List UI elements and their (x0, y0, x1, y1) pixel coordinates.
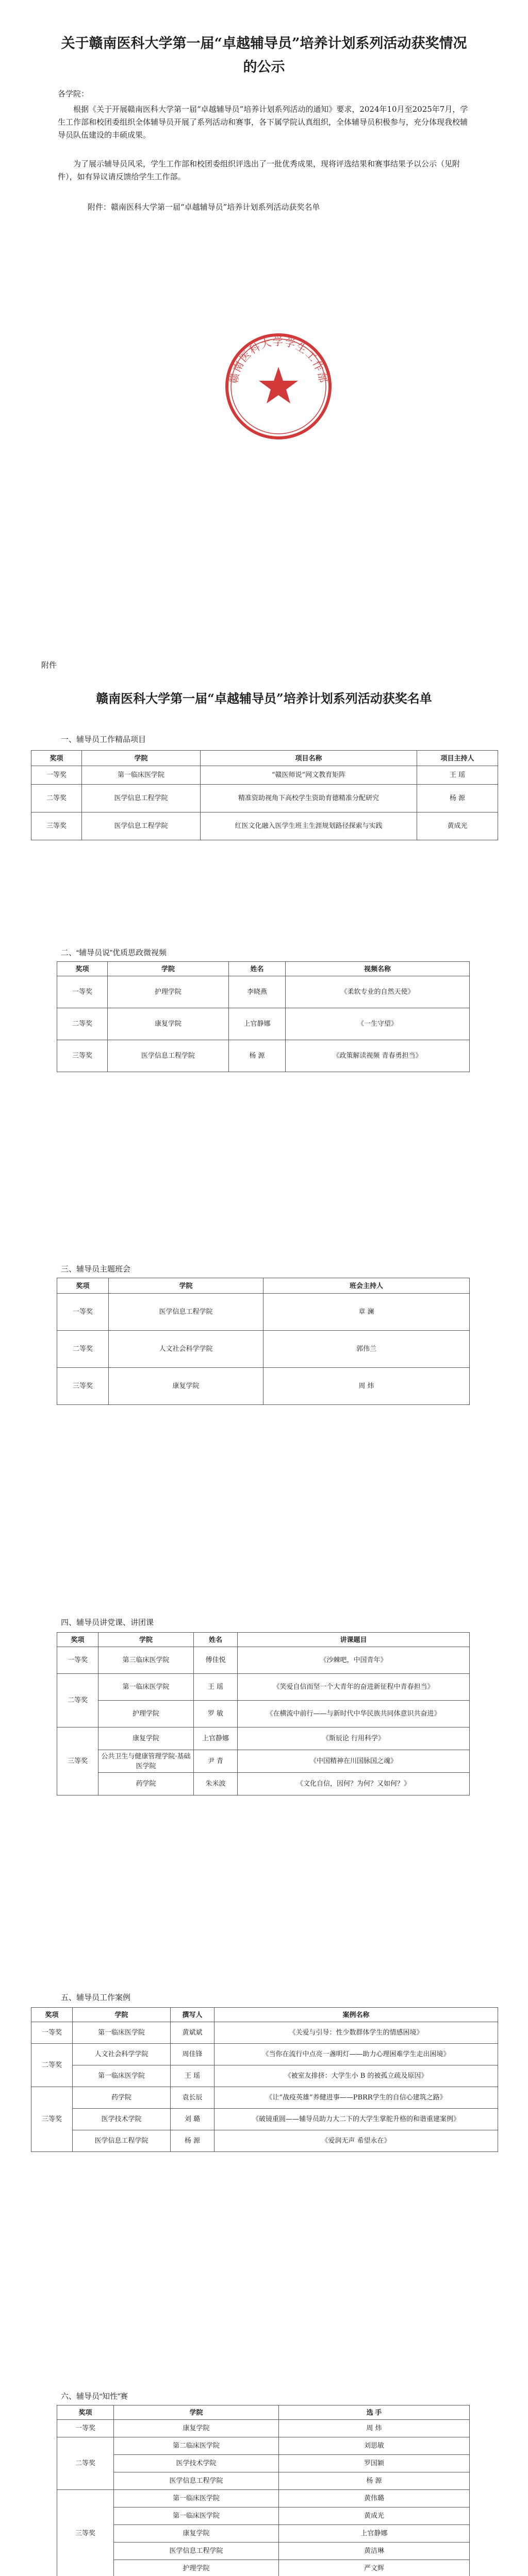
name-cell: 王 瑶 (171, 2065, 214, 2087)
table-header: 学院 (82, 751, 201, 766)
table-header: 项目名称 (201, 751, 417, 766)
table-header: 奖项 (57, 962, 108, 976)
college-cell: 医学信息工程学院 (109, 1294, 263, 1331)
table-header: 学院 (114, 2405, 279, 2420)
table-row (57, 1701, 470, 1727)
notice-paragraph-2: 为了展示辅导员风采，学生工作部和校团委组织评选出了一批优秀成果，现将评选结果和赛事结果予以公示（见附件），如有异议请反馈给学生工作部。 (58, 159, 460, 181)
table-header: 奖项 (57, 1633, 98, 1647)
name-cell: 傅佳悦 (194, 1647, 238, 1674)
table-video (57, 961, 470, 1072)
name-cell: 杨 源 (229, 1040, 286, 1072)
college-cell: 医学信息工程学院 (114, 2543, 279, 2560)
name-cell: 严文辉 (279, 2560, 470, 2576)
college-cell: 第二临床医学院 (114, 2437, 279, 2455)
table-row (57, 1294, 470, 1331)
host-cell: 郭伟兰 (263, 1331, 470, 1368)
name-cell: 杨 源 (279, 2472, 470, 2490)
table-class-meeting (57, 1278, 470, 1405)
table-header: 奖项 (57, 1278, 109, 1294)
award-cell: 二等奖 (57, 2437, 114, 2490)
college-cell: 医学技术学院 (73, 2109, 171, 2130)
table-header: 班会主持人 (263, 1278, 470, 1294)
svg-text:赣南医科大学学生工作部: 赣南医科大学学生工作部 (227, 335, 330, 385)
title-cell: 《沙棘吧，中国青年》 (238, 1647, 470, 1674)
award-cell: 三等奖 (31, 812, 82, 840)
college-cell: 第一临床医学院 (114, 2507, 279, 2525)
college-cell: 医学技术学院 (114, 2455, 279, 2472)
table-row (31, 2109, 498, 2130)
title-cell: 《政策解读视频 青春勇担当》 (286, 1040, 470, 1072)
notice-page (0, 0, 528, 608)
table-row (57, 1040, 470, 1072)
award-cell: 二等奖 (31, 2044, 73, 2087)
name-cell: 周佳锋 (171, 2044, 214, 2065)
table-row (57, 1331, 470, 1368)
host-cell: 章 澜 (263, 1294, 470, 1331)
award-cell: 三等奖 (57, 1368, 109, 1405)
name-cell: 杨 源 (171, 2130, 214, 2152)
college-cell: 康复学院 (109, 1368, 263, 1405)
college-cell: 护理学院 (108, 976, 229, 1008)
name-cell: 朱米波 (194, 1773, 238, 1795)
college-cell: 医学信息工程学院 (73, 2130, 171, 2152)
title-cell: 《笑爱自信而坚一个大青年的奋进新征程中青春担当》 (238, 1674, 470, 1701)
host-cell: 王 瑶 (417, 766, 498, 785)
table-header: 撰写人 (171, 2008, 214, 2022)
table-row (57, 2420, 470, 2437)
table-row (31, 785, 498, 812)
award-cell: 一等奖 (57, 1647, 98, 1674)
annex-title: 赣南医科大学第一届“卓越辅导员”培养计划系列活动获奖名单 (96, 691, 432, 706)
college-cell: 康复学院 (98, 1727, 194, 1750)
college-cell: 第一临床医学院 (114, 2490, 279, 2507)
name-cell: 上官静娜 (194, 1727, 238, 1750)
college-cell: 第三临床医学院 (98, 1647, 194, 1674)
college-cell: 康复学院 (114, 2420, 279, 2437)
title-cell: 《关爱与引导：性少数群体学生的情感困境》 (214, 2022, 498, 2044)
table-row (57, 1674, 470, 1701)
table-header: 讲课题目 (238, 1633, 470, 1647)
title-cell: 《柔软专业的自然天使》 (286, 976, 470, 1008)
table-row (31, 766, 498, 785)
section-title-4: 四、辅导员讲党课、讲团课 (61, 1618, 154, 1627)
award-cell: 三等奖 (57, 1040, 108, 1072)
college-cell: 人文社会科学学院 (109, 1331, 263, 1368)
table-header: 案例名称 (214, 2008, 498, 2022)
name-cell: 李晓燕 (229, 976, 286, 1008)
name-cell: 黄伟璐 (279, 2490, 470, 2507)
table-header: 姓名 (229, 962, 286, 976)
project-cell: “赣医师说”网文教育矩阵 (201, 766, 417, 785)
table-row (31, 2022, 498, 2044)
name-cell: 罗国颖 (279, 2455, 470, 2472)
notice-title: 关于赣南医科大学第一届“卓越辅导员”培养计划系列活动获奖情况的公示 (61, 36, 467, 75)
table-header: 视频名称 (286, 962, 470, 976)
award-cell: 三等奖 (31, 2087, 73, 2152)
college-cell: 医学信息工程学院 (108, 1040, 229, 1072)
table-row (31, 2130, 498, 2152)
official-seal-icon (222, 330, 335, 443)
table-row (31, 2044, 498, 2065)
award-cell: 一等奖 (57, 2420, 114, 2437)
award-cell: 二等奖 (57, 1674, 98, 1727)
annex-label: 附件 (41, 661, 57, 670)
college-cell: 医学信息工程学院 (114, 2472, 279, 2490)
section-title-1: 一、辅导员工作精品项目 (61, 735, 146, 744)
name-cell: 王 瑶 (194, 1674, 238, 1701)
table-header: 奖项 (31, 751, 82, 766)
name-cell: 黄斌斌 (171, 2022, 214, 2044)
table-header: 姓名 (194, 1633, 238, 1647)
host-cell: 杨 源 (417, 785, 498, 812)
table-row (57, 2455, 470, 2472)
name-cell: 黄成光 (279, 2507, 470, 2525)
award-cell: 二等奖 (31, 785, 82, 812)
project-cell: 精准资助视角下高校学生资助育德精准分配研究 (201, 785, 417, 812)
college-cell: 公共卫生与健康管理学院·基础医学院 (98, 1750, 194, 1773)
college-cell: 第一临床医学院 (73, 2065, 171, 2087)
table-project (31, 750, 498, 840)
name-cell: 尹 青 (194, 1750, 238, 1773)
college-cell: 第一临床医学院 (82, 766, 201, 785)
table-header: 项目主持人 (417, 751, 498, 766)
host-cell: 周 炜 (263, 1368, 470, 1405)
table-header: 学院 (109, 1278, 263, 1294)
table-row (57, 2507, 470, 2525)
college-cell: 护理学院 (98, 1701, 194, 1727)
title-cell: 《斯辰论 行用科学》 (238, 1727, 470, 1750)
college-cell: 康复学院 (108, 1008, 229, 1040)
college-cell: 第一临床医学院 (98, 1674, 194, 1701)
table-row (57, 1368, 470, 1405)
table-row (31, 2087, 498, 2109)
award-cell: 一等奖 (31, 766, 82, 785)
section-title-5: 五、辅导员工作案例 (61, 1993, 131, 2002)
college-cell: 药学院 (73, 2087, 171, 2109)
title-cell: 《中国精神在川国脉国之魂》 (238, 1750, 470, 1773)
title-cell: 《爱润无声 希望永在》 (214, 2130, 498, 2152)
table-row (57, 2525, 470, 2543)
college-cell: 医学信息工程学院 (82, 812, 201, 840)
table-row (31, 2065, 498, 2087)
name-cell: 刘思敏 (279, 2437, 470, 2455)
title-cell: 《一生守望》 (286, 1008, 470, 1040)
host-cell: 黄成光 (417, 812, 498, 840)
award-cell: 三等奖 (57, 2490, 114, 2576)
table-header: 学院 (73, 2008, 171, 2022)
college-cell: 第一临床医学院 (73, 2022, 171, 2044)
title-cell: 《破镜重圆——辅导员助力大二下的大学生掌舵升格的和谐重建案例》 (214, 2109, 498, 2130)
name-cell: 袁长辰 (171, 2087, 214, 2109)
table-row (57, 976, 470, 1008)
award-cell: 二等奖 (57, 1331, 109, 1368)
table-header: 奖项 (31, 2008, 73, 2022)
table-header: 奖项 (57, 2405, 114, 2420)
college-cell: 药学院 (98, 1773, 194, 1795)
table-row (57, 1750, 470, 1773)
table-row (57, 1773, 470, 1795)
college-cell: 人文社会科学学院 (73, 2044, 171, 2065)
notice-paragraph-1: 根据《关于开展赣南医科大学第一届“卓越辅导员”培养计划系列活动的通知》要求，2024年10月至2025年7月，学生工作部和校团委组织全体辅导员开展了系列活动和赛事，各下属学院认真组织，全体辅导员积极参与，充分体现我校辅导员队伍建设的丰硕成果。 (58, 105, 468, 140)
award-cell: 一等奖 (31, 2022, 73, 2044)
college-cell: 护理学院 (114, 2560, 279, 2576)
college-cell: 医学信息工程学院 (82, 785, 201, 812)
title-cell: 《让“战疫英雄”养健进事——PBRR学生的自信心建筑之路》 (214, 2087, 498, 2109)
table-work-case (31, 2007, 498, 2152)
table-header: 学院 (108, 962, 229, 976)
attachment-note: 附件：赣南医科大学第一届“卓越辅导员”培养计划系列活动获奖名单 (88, 202, 320, 212)
award-cell: 三等奖 (57, 1727, 98, 1795)
table-row (57, 1647, 470, 1674)
table-row (57, 1727, 470, 1750)
name-cell: 罗 敏 (194, 1701, 238, 1727)
title-cell: 《被室友排挤：大学生小 B 的被孤立疏及原因》 (214, 2065, 498, 2087)
table-knowledge-contest (57, 2405, 470, 2576)
name-cell: 黄洁琳 (279, 2543, 470, 2560)
table-row (57, 2490, 470, 2507)
name-cell: 周 炜 (279, 2420, 470, 2437)
name-cell: 上官静娜 (279, 2525, 470, 2543)
table-row (31, 812, 498, 840)
award-cell: 一等奖 (57, 976, 108, 1008)
award-cell: 一等奖 (57, 1294, 109, 1331)
title-cell: 《文化自信，因何？为何？又如何？》 (238, 1773, 470, 1795)
table-party-lecture (57, 1632, 470, 1795)
title-cell: 《当你在流行中点亮一盏明灯——助力心理困难学生走出困境》 (214, 2044, 498, 2065)
table-row (57, 2560, 470, 2576)
section-title-2: 二、“辅导员说”优质思政微视频 (61, 948, 167, 957)
section-title-6: 六、辅导员“知性”赛 (61, 2392, 128, 2401)
table-header: 选 手 (279, 2405, 470, 2420)
award-cell: 二等奖 (57, 1008, 108, 1040)
name-cell: 刘 璐 (171, 2109, 214, 2130)
table-header: 学院 (98, 1633, 194, 1647)
section-title-3: 三、辅导员主题班会 (61, 1265, 131, 1274)
table-row (57, 2472, 470, 2490)
name-cell: 上官静娜 (229, 1008, 286, 1040)
title-cell: 《在横流中前行——与新时代中华民族共同体意识共奋进》 (238, 1701, 470, 1727)
table-row (57, 2543, 470, 2560)
project-cell: 红医文化融入医学生班主生涯规划路径探索与实践 (201, 812, 417, 840)
table-row (57, 2437, 470, 2455)
salutation: 各学院： (58, 89, 89, 98)
college-cell: 康复学院 (114, 2525, 279, 2543)
table-row (57, 1008, 470, 1040)
